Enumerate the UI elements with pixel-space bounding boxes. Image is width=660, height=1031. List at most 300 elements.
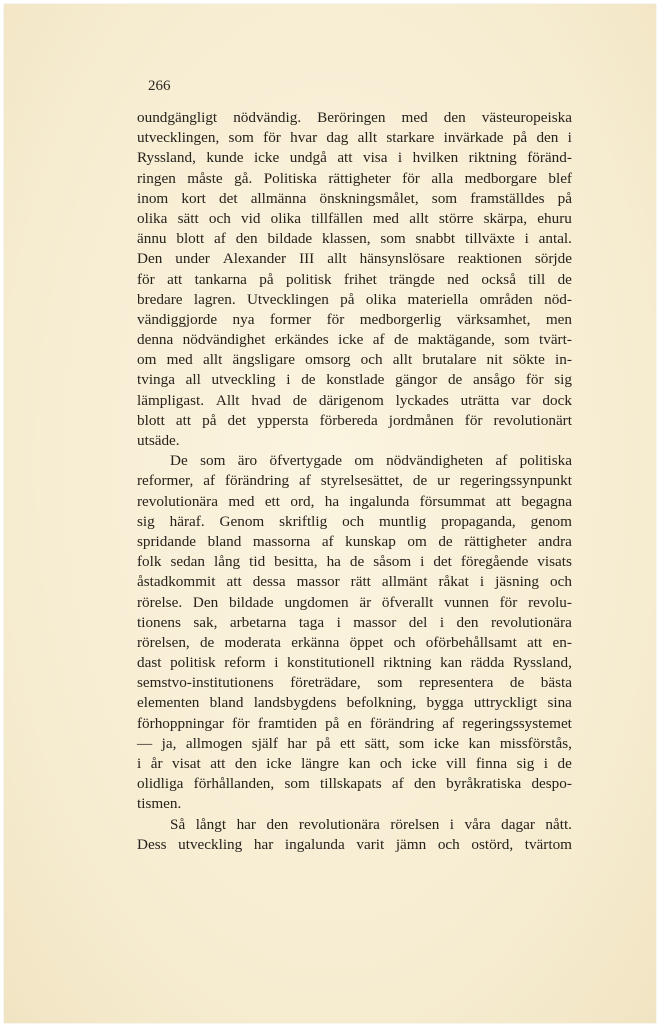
word: den bbox=[234, 755, 257, 772]
word: nöd- bbox=[544, 290, 572, 308]
word: som bbox=[284, 775, 310, 793]
text-line bbox=[137, 330, 572, 350]
word: råkat bbox=[438, 573, 469, 591]
word: bygga bbox=[426, 694, 464, 712]
word: ett bbox=[340, 734, 356, 752]
page-number: 266 bbox=[148, 78, 171, 94]
text-line bbox=[137, 471, 572, 491]
word: semstvo-institutionens bbox=[137, 674, 274, 692]
word: Allt bbox=[215, 391, 240, 409]
word: framtiden bbox=[257, 714, 317, 732]
word: tillväxte bbox=[464, 230, 515, 248]
word: ungdomen bbox=[284, 593, 349, 611]
word: värksamhet, bbox=[456, 310, 531, 328]
text-line bbox=[137, 148, 572, 168]
word: omsorg bbox=[305, 351, 351, 369]
word: maktägande, bbox=[417, 331, 495, 349]
word: visat bbox=[172, 755, 201, 772]
word: af bbox=[391, 775, 404, 793]
word: föregående bbox=[460, 553, 529, 571]
text-line bbox=[137, 249, 572, 269]
word: tionens bbox=[137, 613, 181, 631]
word: öfvertygade bbox=[269, 452, 343, 470]
word: den bbox=[536, 129, 559, 147]
word: nödvändighet bbox=[182, 331, 266, 349]
word: sörjde bbox=[534, 250, 572, 268]
word: på bbox=[325, 714, 340, 732]
word: af bbox=[203, 472, 216, 490]
word: nya bbox=[232, 310, 255, 328]
word: dag bbox=[326, 129, 349, 147]
word: såsom bbox=[373, 553, 412, 571]
word: i bbox=[137, 755, 142, 772]
word: vunnen bbox=[444, 593, 489, 611]
word: västeuropeiska bbox=[481, 109, 572, 126]
text-line bbox=[137, 370, 572, 390]
word: på bbox=[259, 270, 274, 288]
word: våra bbox=[464, 815, 491, 833]
word: jämn bbox=[395, 835, 427, 853]
word: riktning bbox=[468, 149, 517, 167]
word: ingalunda bbox=[284, 835, 345, 853]
word: försummat bbox=[419, 492, 486, 510]
text-line bbox=[137, 532, 572, 552]
word: att bbox=[226, 573, 242, 591]
word: yppersta bbox=[257, 411, 309, 429]
word: i bbox=[524, 230, 529, 248]
word: del bbox=[408, 613, 428, 631]
word: i bbox=[420, 553, 425, 571]
word: tvärt- bbox=[539, 331, 572, 349]
word: den bbox=[413, 775, 436, 793]
word: politisk bbox=[170, 654, 216, 672]
word: bildade bbox=[228, 593, 274, 611]
word: reform bbox=[224, 654, 266, 672]
word: förhållanden, bbox=[193, 775, 275, 793]
word: måste bbox=[187, 169, 223, 187]
text-line bbox=[137, 673, 572, 693]
word: ännu bbox=[137, 230, 167, 248]
word: önskningsmålet, bbox=[319, 189, 419, 207]
word: långt bbox=[195, 815, 227, 833]
word: politisk bbox=[285, 270, 332, 288]
word: Ryssland, bbox=[513, 654, 572, 672]
word: gå. bbox=[234, 169, 253, 187]
word: större bbox=[438, 209, 474, 227]
word: uttryckligt bbox=[473, 694, 538, 712]
word: reaktionen bbox=[457, 250, 522, 268]
word: massorna bbox=[252, 532, 311, 550]
word: Den bbox=[192, 593, 219, 611]
word: vill bbox=[446, 755, 467, 772]
word: hvilken bbox=[412, 149, 459, 167]
word: för bbox=[326, 310, 345, 328]
word: och bbox=[393, 633, 416, 651]
word: de bbox=[301, 371, 316, 389]
word: af bbox=[372, 331, 385, 349]
text-line bbox=[137, 572, 572, 592]
word: konstlade bbox=[326, 371, 385, 389]
word: olidliga bbox=[137, 775, 184, 793]
word: hvar bbox=[290, 129, 318, 147]
word: varit bbox=[356, 835, 385, 853]
text-line bbox=[137, 693, 572, 713]
word: allt bbox=[409, 209, 429, 227]
word: sätt bbox=[177, 209, 199, 227]
word: icke bbox=[338, 331, 364, 349]
word: därigenom bbox=[318, 391, 384, 409]
word: bildade bbox=[267, 230, 313, 248]
word: allt bbox=[357, 129, 378, 147]
word: af bbox=[299, 472, 311, 490]
word: tankarna bbox=[194, 270, 247, 288]
word: tid bbox=[249, 553, 266, 571]
word: ned bbox=[447, 270, 469, 288]
word: jordmånen bbox=[388, 411, 454, 429]
word: bland bbox=[207, 532, 242, 550]
text-line bbox=[137, 391, 572, 411]
word: på bbox=[202, 411, 217, 429]
word: sedan bbox=[170, 553, 206, 571]
word: utvecklingen, bbox=[137, 129, 220, 147]
word: allmänna bbox=[250, 189, 307, 207]
word: och bbox=[208, 209, 231, 227]
text-line bbox=[137, 794, 572, 814]
word: jäsning bbox=[495, 573, 539, 591]
word: utveckling bbox=[178, 835, 243, 853]
word: dast bbox=[137, 654, 162, 672]
word: de bbox=[349, 553, 365, 571]
word: allmogen bbox=[185, 734, 243, 752]
word: visa bbox=[362, 149, 388, 167]
word: massor bbox=[353, 613, 397, 631]
word: revolutionära bbox=[490, 613, 572, 631]
word: finna bbox=[475, 755, 508, 772]
word: skriftlig bbox=[279, 512, 328, 530]
word: och bbox=[550, 573, 572, 591]
word: klassen, bbox=[321, 230, 371, 248]
word: har bbox=[253, 835, 274, 853]
word: all bbox=[185, 371, 201, 389]
word: att bbox=[527, 633, 543, 651]
word: ingalunda bbox=[349, 492, 410, 510]
word: vändiggjorde bbox=[137, 310, 218, 328]
word: olika bbox=[137, 209, 168, 227]
word: despo- bbox=[531, 775, 572, 793]
word: muntlig bbox=[378, 512, 427, 530]
word: rörelsen bbox=[390, 815, 440, 833]
word: äro bbox=[237, 452, 258, 470]
text-line bbox=[137, 492, 572, 512]
word: former bbox=[269, 310, 312, 328]
word: dessa bbox=[252, 573, 286, 591]
word: af bbox=[214, 230, 226, 248]
word: — bbox=[137, 734, 153, 752]
text-line bbox=[137, 835, 572, 855]
word: i bbox=[336, 613, 341, 631]
word: lagren. bbox=[193, 290, 236, 308]
word: sig bbox=[554, 371, 572, 389]
word: de bbox=[412, 472, 428, 490]
word: för bbox=[402, 169, 420, 187]
word: Så bbox=[170, 815, 186, 833]
word: förhoppningar bbox=[137, 714, 224, 732]
word: i bbox=[567, 129, 572, 147]
word: icke bbox=[253, 149, 280, 167]
word: längre bbox=[301, 755, 340, 772]
word: bland bbox=[209, 694, 244, 712]
word: De bbox=[170, 452, 188, 470]
word: vid bbox=[241, 209, 261, 227]
word: de bbox=[438, 532, 453, 550]
word: Ryssland, bbox=[137, 149, 196, 167]
word: sätt, bbox=[364, 734, 390, 752]
word: för bbox=[263, 129, 281, 147]
word: den bbox=[456, 613, 479, 631]
book-page bbox=[4, 4, 656, 1023]
word: sig bbox=[516, 755, 535, 772]
word: spridande bbox=[137, 532, 197, 550]
word: skärpa, bbox=[483, 209, 528, 227]
word: revolu- bbox=[528, 593, 572, 611]
word: rättigheter bbox=[464, 532, 527, 550]
word: medborgare bbox=[464, 169, 537, 187]
word: invärkade bbox=[443, 129, 504, 147]
word: åstadkommit bbox=[137, 573, 216, 591]
word: och bbox=[437, 835, 460, 853]
word: som bbox=[200, 452, 226, 470]
word: för bbox=[464, 411, 483, 429]
body-text bbox=[137, 108, 572, 855]
word: tillskapats bbox=[320, 775, 382, 793]
word: som bbox=[377, 674, 403, 692]
word: i bbox=[543, 755, 549, 772]
word: den bbox=[235, 230, 258, 248]
word: kunskap bbox=[345, 532, 396, 550]
word: som bbox=[504, 331, 530, 349]
text-line bbox=[137, 350, 572, 370]
word: rädda bbox=[470, 654, 505, 672]
word: har bbox=[236, 815, 256, 833]
text-line bbox=[137, 613, 572, 633]
word: ja, bbox=[161, 734, 177, 752]
word: revolutionärt bbox=[493, 411, 572, 429]
word: med bbox=[401, 109, 428, 126]
word: andra bbox=[538, 532, 572, 550]
word: uträtta bbox=[460, 391, 500, 409]
word: kan bbox=[468, 734, 491, 752]
word: de bbox=[199, 633, 215, 651]
word: inom bbox=[137, 189, 169, 207]
word: lyckades bbox=[395, 391, 449, 409]
word: alla bbox=[431, 169, 454, 187]
word: allmänt bbox=[381, 573, 428, 591]
word: tvinga bbox=[137, 371, 175, 389]
word: om bbox=[407, 532, 427, 550]
word: för bbox=[232, 714, 250, 732]
word: sak, bbox=[193, 613, 218, 631]
word: massor bbox=[296, 573, 340, 591]
word: är bbox=[359, 593, 372, 611]
text-line bbox=[137, 593, 572, 613]
word: styrelsesättet, bbox=[320, 472, 403, 490]
word: med bbox=[166, 351, 193, 369]
word: erkändes bbox=[274, 331, 329, 349]
word: begagna bbox=[521, 492, 572, 510]
word: ord, bbox=[290, 492, 315, 510]
word: elementen bbox=[137, 694, 200, 712]
word: det bbox=[433, 553, 452, 571]
word: om bbox=[137, 351, 157, 369]
word: antal. bbox=[538, 230, 572, 248]
word: i bbox=[439, 613, 445, 631]
word: folk bbox=[137, 553, 162, 571]
word: kan bbox=[348, 755, 371, 772]
word: att bbox=[210, 755, 226, 772]
word: som bbox=[398, 734, 425, 752]
word: ehuru bbox=[537, 209, 572, 227]
word: tillfällen bbox=[311, 209, 363, 227]
word: moderata bbox=[224, 633, 282, 651]
word: propaganda, bbox=[441, 512, 516, 530]
word: med bbox=[372, 209, 400, 227]
word: politiska bbox=[519, 452, 572, 470]
text-line bbox=[137, 411, 572, 431]
word: blott bbox=[137, 411, 165, 429]
word: regeringssynpunkt bbox=[459, 472, 572, 490]
word: Alexander bbox=[222, 250, 287, 268]
word: allt bbox=[392, 351, 413, 369]
text-line bbox=[137, 451, 572, 471]
word: af bbox=[321, 532, 334, 550]
word: tismen. bbox=[137, 795, 182, 813]
text-line bbox=[137, 552, 572, 572]
text-line bbox=[137, 270, 572, 290]
word: föränd- bbox=[527, 149, 572, 167]
word: en bbox=[347, 714, 362, 732]
word: och bbox=[379, 755, 402, 772]
text-line bbox=[137, 734, 572, 754]
text-line bbox=[137, 774, 572, 794]
word: att bbox=[337, 149, 353, 167]
word: riktning bbox=[383, 654, 432, 672]
word: på bbox=[512, 129, 528, 147]
word: för bbox=[499, 593, 518, 611]
word: öppet bbox=[349, 633, 384, 651]
word: kan bbox=[440, 654, 463, 672]
word: på bbox=[316, 734, 331, 752]
word: nödvändigheten bbox=[386, 452, 484, 470]
word: undgå bbox=[289, 149, 327, 167]
text-line bbox=[137, 512, 572, 532]
word: i bbox=[397, 149, 403, 167]
word: den bbox=[443, 109, 466, 126]
word: rörelsen, bbox=[137, 633, 190, 651]
word: sina bbox=[547, 694, 572, 712]
word: som bbox=[380, 230, 406, 248]
word: blef bbox=[548, 169, 572, 187]
word: och bbox=[342, 512, 365, 530]
word: i bbox=[479, 573, 485, 591]
text-line bbox=[137, 209, 572, 229]
word: de bbox=[292, 391, 308, 409]
word: starkare bbox=[386, 129, 435, 147]
word: för bbox=[525, 371, 544, 389]
word: ostörd, bbox=[471, 835, 514, 853]
word: att bbox=[175, 411, 192, 429]
word: var bbox=[511, 391, 531, 409]
word: lång bbox=[214, 553, 241, 571]
word: på bbox=[557, 189, 572, 207]
text-line bbox=[137, 128, 572, 148]
word: landsbygdens bbox=[253, 694, 337, 712]
word: hvad bbox=[251, 391, 281, 409]
text-line bbox=[137, 714, 572, 734]
word: ur bbox=[437, 472, 450, 490]
word: framställdes bbox=[470, 189, 545, 207]
word: tvärtom bbox=[524, 835, 572, 853]
word: af bbox=[495, 452, 508, 470]
word: rätt bbox=[350, 573, 371, 591]
word: arbetarna bbox=[229, 613, 287, 631]
text-line bbox=[137, 108, 572, 128]
word: själf bbox=[251, 734, 278, 752]
word: olika bbox=[270, 209, 302, 227]
word: de bbox=[557, 755, 572, 772]
word: allt bbox=[327, 250, 347, 268]
word: revolutionära bbox=[137, 492, 218, 510]
word: oförbehållsamt bbox=[425, 633, 517, 651]
word: olika bbox=[365, 290, 397, 308]
word: brutalare bbox=[422, 351, 477, 369]
word: företrädare, bbox=[290, 674, 361, 692]
text-line bbox=[137, 169, 572, 189]
word: regeringssystemet bbox=[462, 714, 572, 732]
word: Beröringen bbox=[317, 109, 386, 126]
word: också bbox=[481, 270, 516, 288]
text-line bbox=[137, 431, 572, 451]
word: öfverallt bbox=[381, 593, 434, 611]
word: har bbox=[287, 734, 307, 752]
word: bästa bbox=[540, 674, 572, 692]
word: ha bbox=[324, 492, 340, 510]
word: icke bbox=[433, 734, 460, 752]
word: och bbox=[360, 351, 383, 369]
word: till bbox=[528, 270, 546, 288]
word: ett bbox=[264, 492, 280, 510]
word: Dess bbox=[137, 835, 167, 853]
word: besitta, bbox=[274, 553, 318, 571]
word: materiella bbox=[407, 290, 469, 308]
word: reformer, bbox=[137, 472, 194, 490]
word: oundgängligt bbox=[137, 109, 218, 126]
word: byråkratiska bbox=[446, 775, 522, 793]
text-line bbox=[137, 653, 572, 673]
word: sökte bbox=[512, 351, 545, 369]
word: med bbox=[228, 492, 255, 510]
text-line bbox=[137, 815, 572, 835]
word: de bbox=[557, 270, 572, 288]
word: allt bbox=[202, 351, 223, 369]
word: Genom bbox=[219, 512, 265, 530]
word: som bbox=[431, 189, 458, 207]
word: områden bbox=[479, 290, 533, 308]
word: men bbox=[545, 310, 572, 328]
word: rörelse. bbox=[137, 593, 183, 611]
word: under bbox=[175, 250, 210, 268]
word: representera bbox=[419, 674, 494, 692]
word: på bbox=[340, 290, 355, 308]
